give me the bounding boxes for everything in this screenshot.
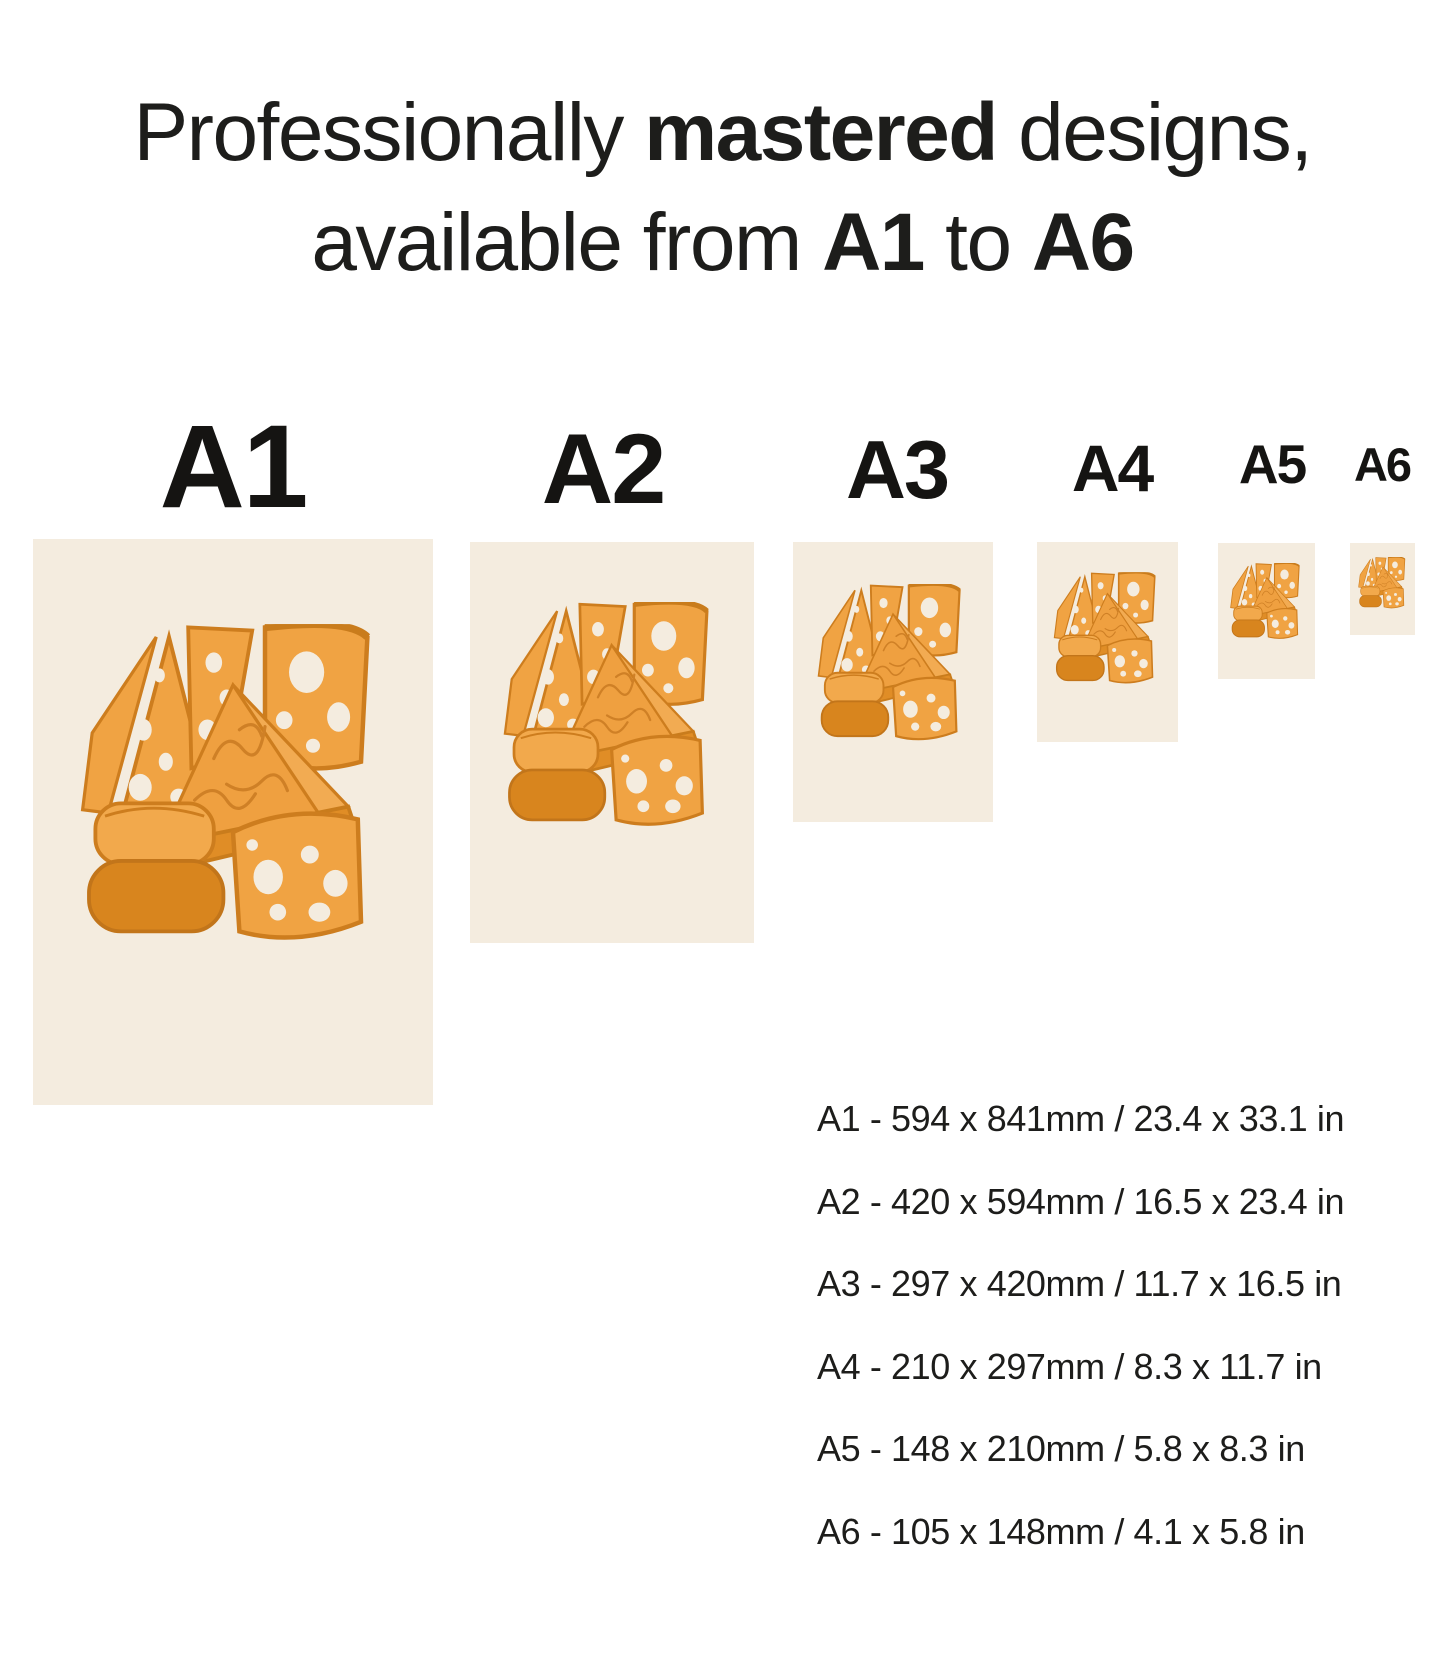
poster-a2: [470, 542, 754, 943]
title-text: available from: [311, 197, 823, 288]
poster-a5: [1218, 543, 1315, 679]
dimension-row-a5: A5 - 148 x 210mm / 5.8 x 8.3 in: [817, 1428, 1305, 1469]
cheese-illustration: [1357, 557, 1409, 609]
dimension-row-a4: A4 - 210 x 297mm / 8.3 x 11.7 in: [817, 1345, 1322, 1387]
dimension-row-a1: A1 - 594 x 841mm / 23.4 x 33.1 in: [817, 1098, 1345, 1139]
poster-a6: [1350, 543, 1415, 635]
size-label-a1: A1: [159, 401, 307, 533]
title-bold-a1: A1: [822, 197, 924, 288]
size-dimensions-list: [817, 1078, 1344, 1573]
dimension-row-a3: A3 - 297 x 420mm / 11.7 x 16.5 in: [817, 1263, 1342, 1304]
cheese-illustration: [813, 584, 973, 742]
size-label-a5: A5: [1238, 433, 1306, 495]
title-bold-mastered: mastered: [644, 87, 997, 178]
cheese-illustration: [73, 624, 393, 944]
title-bold-a6: A6: [1031, 197, 1134, 288]
page-title: [0, 78, 1445, 298]
size-label-a2: A2: [541, 413, 665, 524]
dimension-row-a6: A6 - 105 x 148mm / 4.1 x 5.8 in: [817, 1510, 1305, 1552]
poster-a1: [33, 539, 433, 1105]
dimension-row-a2: A2 - 420 x 594mm / 16.5 x 23.4 in: [817, 1180, 1345, 1222]
size-label-a3: A3: [845, 423, 949, 516]
size-label-a4: A4: [1071, 431, 1153, 505]
poster-a3: [793, 542, 993, 822]
poster-a4: [1037, 542, 1178, 742]
cheese-illustration: [498, 602, 725, 829]
title-text: designs,: [996, 87, 1312, 178]
title-text: to: [923, 197, 1032, 288]
title-line-2: [0, 188, 1445, 298]
size-label-a6: A6: [1353, 438, 1411, 491]
title-text: Professionally: [133, 87, 645, 178]
title-line-1: [0, 78, 1445, 188]
cheese-illustration: [1228, 563, 1306, 640]
cheese-illustration: [1051, 572, 1164, 685]
